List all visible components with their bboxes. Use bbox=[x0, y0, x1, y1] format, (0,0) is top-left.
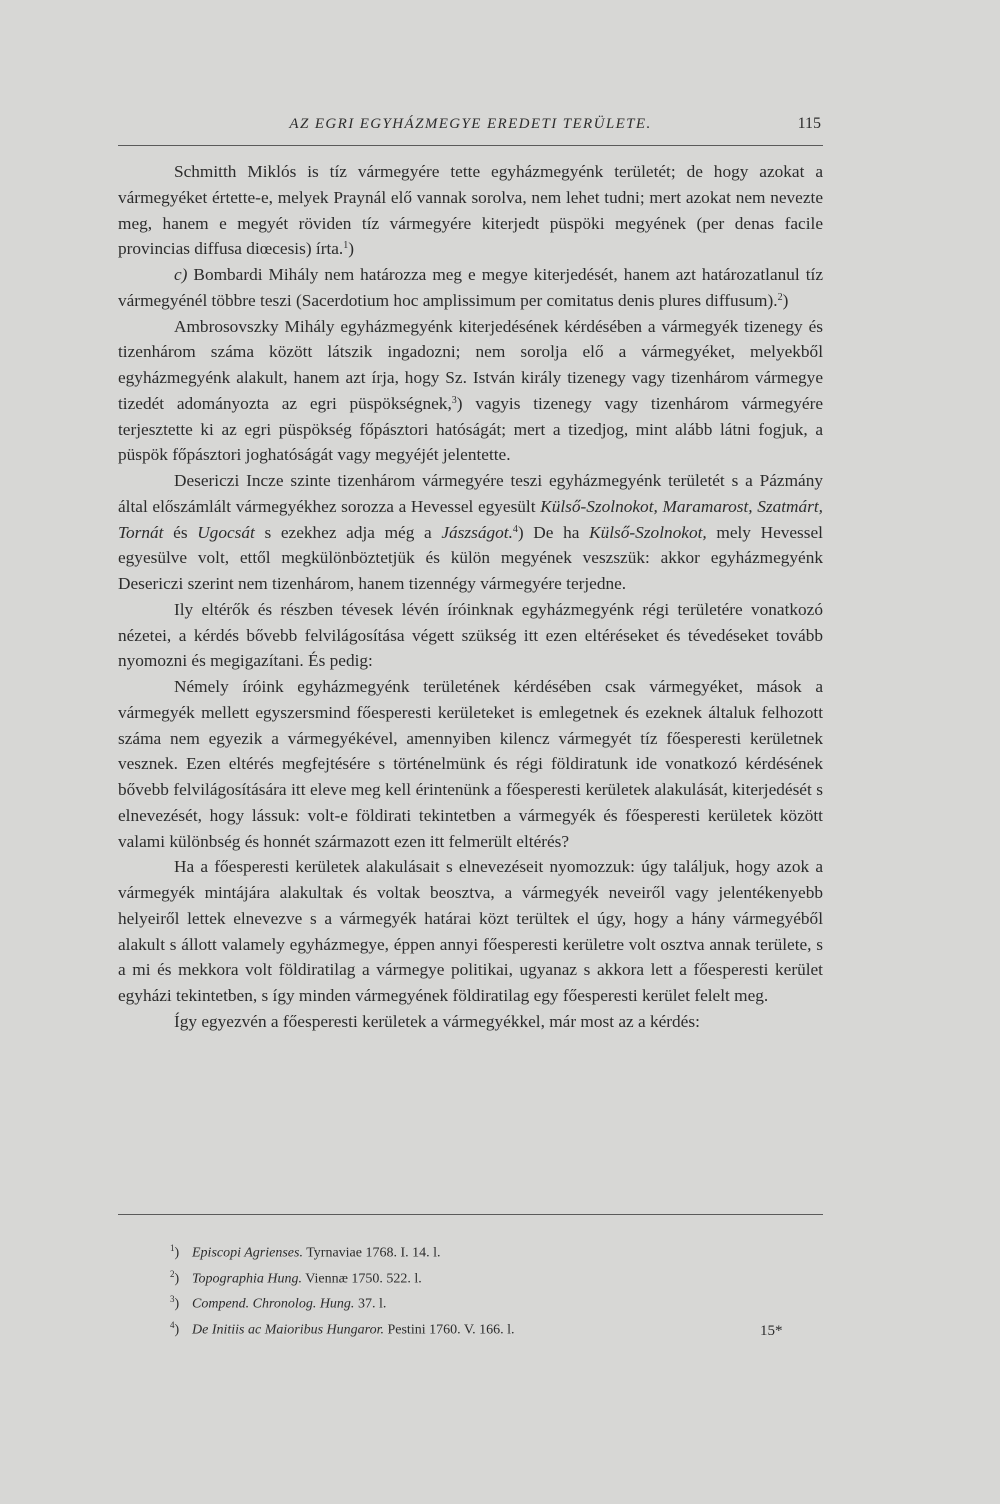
paragraph bbox=[118, 314, 823, 469]
italic-text: Jászságot. bbox=[441, 522, 513, 542]
text-run: mely Hevessel egyesülve volt, ettől megkülönböztetjük és külön megyének veszszük: akkor egyházmegyénk Desericzi szerint nem tizenhárom, hanem tizennégy vármegyére terjedne. bbox=[118, 522, 823, 593]
footnotes bbox=[170, 1238, 690, 1341]
footnote-citation: 37. l. bbox=[354, 1296, 387, 1312]
footnote-number: $^1$) bbox=[170, 1243, 180, 1261]
text-run: s ezekhez adja még a bbox=[254, 522, 442, 542]
paragraph bbox=[118, 468, 823, 597]
italic-text: Külső-Szolnokot, Maramarost, Szatmárt, Tornát bbox=[118, 496, 823, 542]
footnote-source-title: De Initiis ac Maioribus Hungaror. bbox=[192, 1322, 384, 1338]
text-run: és bbox=[163, 522, 198, 542]
text-run: ) vagyis tizenegy vagy tizenhárom vármegyére terjesztette ki az egri püspökség főpásztori hatóságát; mert a tizedjog, mint alább látni fogjuk, a püspök főpásztori joghatóságát vagy megyéjét jelentette. bbox=[118, 393, 823, 465]
footnote-reference: 1 bbox=[343, 240, 349, 252]
paragraph bbox=[118, 262, 823, 314]
text-run: Ambrosovszky Mihály egyházmegyénk kiterjedésének kérdésében a vármegyék tizenegy és tizenhárom száma között látszik ingadozni; nem sorolja elő a vármegyéket, melyekből egyházmegyénk alakult, hanem azt írja, hogy Sz. István király tizenegy vagy tizenhárom vármegye tizedét adományozta az egri püspökségnek, bbox=[118, 316, 823, 413]
footnote-citation: Pestini 1760. V. 166. l. bbox=[383, 1322, 515, 1338]
text-run: Bombardi Mihály nem határozza meg e megye kiterjedését, hanem azt határozatlanul tíz vármegyénél többre teszi (Sacerdotium hoc amplissimum per comitatus denis plures diffusum). bbox=[118, 265, 823, 310]
footnote-number-value: 1 bbox=[170, 1243, 175, 1253]
footnote-number: $^2$) bbox=[170, 1268, 180, 1287]
text-run: ) bbox=[348, 239, 355, 259]
printer-signature: 15* bbox=[760, 1323, 783, 1339]
footnote-rule bbox=[118, 1214, 823, 1215]
text-run: ) bbox=[782, 290, 789, 310]
footnote-number-value: 2 bbox=[170, 1268, 175, 1279]
text-run: ) De ha bbox=[517, 522, 590, 542]
running-title: AZ EGRI EGYHÁZMEGYE EREDETI TERÜLETE. bbox=[289, 116, 652, 132]
footnote-number-value: 3 bbox=[170, 1294, 175, 1305]
paragraph bbox=[118, 159, 823, 262]
running-header bbox=[118, 112, 823, 140]
footnote-citation: Viennæ 1750. 522. l. bbox=[301, 1271, 422, 1287]
main-text bbox=[118, 159, 823, 1035]
italic-text: Külső-Szolnokot, bbox=[589, 522, 707, 542]
footnote-source-title: Episcopi Agrienses. bbox=[192, 1245, 303, 1261]
footnote-source-title: Compend. Chronolog. Hung. bbox=[192, 1296, 355, 1312]
text-run: Desericzi Incze szinte tizenhárom vármegyére teszi egyházmegyénk területét s a Pázmány által előszámlált vármegyékhez sorozza a Hevessel egyesült bbox=[118, 471, 823, 516]
footnote-source-title: Topographia Hung. bbox=[192, 1271, 302, 1287]
page-number: 115 bbox=[797, 115, 821, 132]
text-run: Ily eltérők és részben tévesek lévén íróinknak egyházmegyénk régi területére vonatkozó nézetei, a kérdés bővebb felvilágosítása végett szükség itt ezen eltéréseket és tévedéseket tovább nyomozni és megigazítani. És pedig: bbox=[118, 599, 823, 671]
text-run: Így egyezvén a főesperesti kerületek a vármegyékkel, már most az a kérdés: bbox=[174, 1011, 700, 1031]
footnote bbox=[170, 1289, 690, 1315]
footnote-reference: 2 bbox=[777, 291, 783, 303]
footnote-reference: 3 bbox=[451, 394, 457, 406]
footnote-number: $^4$) bbox=[170, 1319, 180, 1338]
paragraph bbox=[118, 1009, 823, 1035]
paragraph bbox=[118, 674, 823, 854]
text-run: Ha a főesperesti kerületek alakulásait s elnevezéseit nyomozzuk: úgy találjuk, hogy azok a vármegyék mintájára alakultak és voltak beosztva, a vármegyék neveiről vagy jelentékenyebb helyeiről lettek elnevezve s a vármegyék határai közt terültek el úgy, hogy a hány vármegyéből alakult s állott valamely egyházmegye, éppen annyi főesperesti kerületre volt osztva annak területe, s a mi és mekkora volt földiratilag a vármegye politikai, ugyanaz s akkora lett a főesperesti kerület egyházi tekintetben, s így minden vármegyének földiratilag egy főesperesti kerület felelt meg. bbox=[118, 857, 823, 1005]
footnote-reference: 4 bbox=[512, 523, 518, 535]
footnote-citation: Tyrnaviae 1768. I. 14. l. bbox=[302, 1245, 441, 1261]
paragraph bbox=[118, 597, 823, 674]
footnote-number-value: 4 bbox=[170, 1319, 175, 1330]
italic-text: c) bbox=[174, 265, 188, 284]
footnote-number: $^3$) bbox=[170, 1294, 180, 1312]
footnote bbox=[170, 1315, 690, 1341]
italic-text: Ugocsát bbox=[197, 522, 255, 542]
paragraph bbox=[118, 854, 823, 1009]
text-run: Schmitth Miklós is tíz vármegyére tette egyházmegyénk területét; de hogy azokat a vármegyéket értette-e, melyek Praynál elő vannak sorolva, nem lehet tudni; mert azokat nem nevezte meg, hanem e megyét röviden tíz vármegyére kiterjedt püspöki megyének (per denas facile provincias diffusa diœcesis) írta. bbox=[118, 162, 823, 259]
footnote bbox=[170, 1238, 690, 1264]
text-run: Némely íróink egyházmegyénk területének kérdésében csak vármegyéket, mások a vármegyék mellett egyszersmind főesperesti kerületeket is emlegetnek és ezeknek általuk felhozott száma nem egyezik a vármegyékével, amennyiben kilencz vármegyét tíz főesperesti kerületnek vesznek. Ezen eltérés megfejtésére s történelmünk és régi földiratunk ide vonatkozó kérdésének bővebb felvilágosítására itt eleve meg kell érintenünk a főesperesti kerületek alakulását, kiterjedését s elnevezését, hogy lássuk: volt-e földirati tekintetben a vármegyék és főesperesti kerületek között valami különbség és honnét származott ezen itt felmerült eltérés? bbox=[118, 677, 823, 851]
footnote bbox=[170, 1264, 690, 1290]
header-rule bbox=[118, 145, 823, 146]
